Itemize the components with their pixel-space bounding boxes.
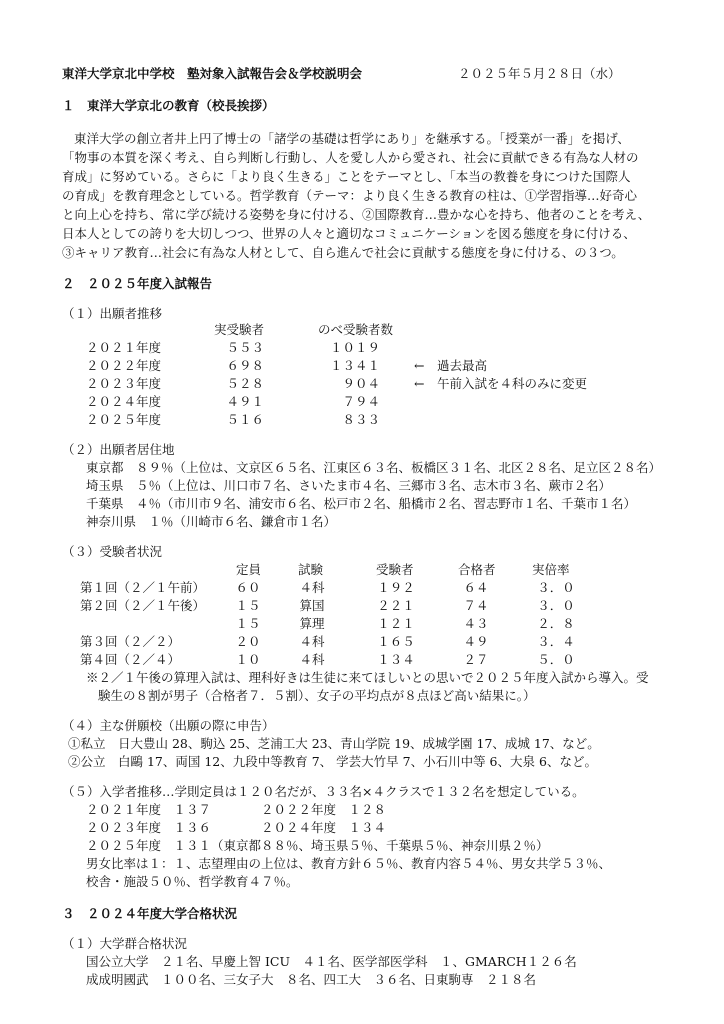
applicants-year: ２０２１年度	[86, 340, 162, 355]
status-passed: ４３	[463, 616, 489, 631]
status-header-passed: 合格者	[458, 562, 496, 577]
status-header-exam: 試験	[298, 562, 324, 577]
status-exam: 算国	[299, 598, 325, 613]
status-capacity: ６０	[235, 580, 261, 595]
applicants-total: ８３３	[342, 412, 380, 427]
applicants-col-actual: 実受験者	[214, 322, 265, 337]
residence-label: （２）出願者居住地	[62, 442, 175, 457]
enrollment-line: ２０２３年度 １３６ ２０２４年度 １３４	[86, 820, 387, 835]
applicants-note: ← 午前入試を４科のみに変更	[414, 376, 587, 391]
status-passed: ６４	[463, 580, 489, 595]
section-3-heading: ３ ２０２４年度大学合格状況	[62, 906, 238, 921]
status-note: ※２／１午後の算理入試は、理科好きは生徒に来てほしいとの思いで２０２５年度入試から導入。受	[86, 670, 649, 685]
applicants-note: ← 過去最高	[414, 358, 487, 373]
combined-schools-private: ①私立 日大豊山 28、駒込 25、芝浦工大 23、青山学院 19、成城学園 17、成城 17、など。	[68, 736, 600, 751]
status-passed: ２７	[463, 652, 489, 667]
enrollment-label: （５）入学者推移…学則定員は１２０名だが、３３名×４クラスで１３２名を想定している。	[62, 784, 585, 799]
status-exam: ４科	[299, 652, 325, 667]
university-results-line: 成成明國武 １００名、三女子大 ８名、四工大 ３６名、日東駒専 ２１８名	[86, 972, 537, 987]
university-results-label: （１）大学群合格状況	[62, 936, 188, 951]
status-passed: ４９	[463, 634, 489, 649]
enrollment-line: 校舎・施設５０％、哲学教育４７％。	[86, 874, 299, 889]
applicants-total: ７９４	[342, 394, 380, 409]
status-round: 第４回（２／４）	[80, 652, 181, 667]
applicants-actual: ４９１	[226, 394, 264, 409]
status-round: 第１回（２／１午前）	[80, 580, 206, 595]
applicants-actual: ５５３	[226, 340, 264, 355]
enrollment-line: ２０２５年度 １３１（東京都８８％、埼玉県５％、千葉県５％、神奈川県２％）	[86, 838, 549, 853]
status-capacity: ２０	[235, 634, 261, 649]
status-label: （３）受験者状況	[62, 544, 163, 559]
status-ratio: ３．０	[537, 598, 575, 613]
status-takers: １９２	[377, 580, 415, 595]
status-header-takers: 受験者	[376, 562, 414, 577]
status-ratio: ３．０	[537, 580, 575, 595]
applicants-year: ２０２４年度	[86, 394, 162, 409]
applicants-year: ２０２２年度	[86, 358, 162, 373]
section-1-paragraph-line: 育成」に努めている。さらに「より良く生きる」ことをテーマとし、「本当の教養を身につけた国際人	[62, 169, 631, 184]
document-date: ２０２５年５月２８日（水）	[458, 66, 621, 81]
document-title: 東洋大学京北中学校 塾対象入試報告会＆学校説明会	[62, 66, 363, 81]
applicants-actual: ５１６	[226, 412, 264, 427]
status-ratio: ３．４	[537, 634, 575, 649]
section-1-paragraph-line: 「物事の本質を深く考え、自ら判断し行動し、人を愛し人から愛され、社会に貢献できる有為な人材の	[62, 150, 639, 165]
combined-schools-public: ②公立 白鷗 17、両国 12、九段中等教育 7、 学芸大竹早 7、小石川中等 6、大泉 6、など。	[68, 754, 597, 769]
section-1-heading: １ 東洋大学京北の教育（校長挨拶）	[62, 98, 275, 113]
section-1-paragraph-line: の育成」を教育理念としている。哲学教育（テーマ：より良く生きる教育の柱は、①学習指導…好奇心	[62, 188, 638, 203]
section-1-paragraph-line: ③キャリア教育…社会に有為な人材として、自ら進んで社会に貢献する態度を身に付ける、の３つ。	[62, 245, 624, 260]
applicants-total: １０１９	[329, 340, 380, 355]
status-header-ratio: 実倍率	[532, 562, 570, 577]
status-ratio: ２．８	[537, 616, 575, 631]
status-round: 第２回（２／１午後）	[80, 598, 206, 613]
status-capacity: １５	[235, 616, 261, 631]
enrollment-line: 男女比率は１：１、志望理由の上位は、教育方針６５％、教育内容５４％、男女共学５３％、	[86, 856, 612, 871]
status-exam: ４科	[299, 634, 325, 649]
residence-line: 東京都 ８９％（上位は、文京区６５名、江東区６３名、板橋区３１名、北区２８名、足立区２８名）	[86, 460, 662, 475]
university-results-line: 国公立大学 ２１名、早慶上智 ICU ４１名、医学部医学科 １、GMARCH１２６名	[86, 954, 577, 969]
section-2-heading: ２ ２０２５年度入試報告	[62, 276, 213, 291]
status-round: 第３回（２／２）	[80, 634, 181, 649]
section-1-paragraph-line: と向上心を持ち、常に学び続ける姿勢を身に付ける、②国際教育…豊かな心を持ち、他者のことを考え、	[62, 207, 651, 222]
status-exam: ４科	[299, 580, 325, 595]
status-exam: 算理	[299, 616, 325, 631]
section-1-paragraph-line: 日本人としての誇りを大切しつつ、世界の人々と適切なコミュニケーションを図る態度を身に付ける、	[62, 226, 636, 241]
applicants-total: １３４１	[329, 358, 380, 373]
status-capacity: １０	[235, 652, 261, 667]
applicants-col-total: のべ受験者数	[318, 322, 394, 337]
applicants-total: ９０４	[342, 376, 380, 391]
applicants-actual: ６９８	[226, 358, 264, 373]
status-header-capacity: 定員	[236, 562, 262, 577]
residence-line: 埼玉県 ５％（上位は、川口市７名、さいたま市４名、三郷市３名、志木市３名、蕨市２名）	[86, 478, 612, 493]
combined-schools-label: （４）主な併願校（出願の際に申告）	[62, 718, 275, 733]
residence-line: 千葉県 ４％（市川市９名、浦安市６名、松戸市２名、船橋市２名、習志野市１名、千葉市１名）	[86, 496, 637, 511]
status-note: 験生の８割が男子（合格者７．５割）、女子の平均点が８点ほど高い結果に。）	[98, 688, 536, 703]
applicants-year: ２０２５年度	[86, 412, 162, 427]
status-takers: １２１	[377, 616, 415, 631]
section-1-paragraph-line: 東洋大学の創立者井上円了博士の「諸学の基礎は哲学にあり」を継承する。「授業が一番」を掲げ、	[74, 131, 630, 146]
applicants-year: ２０２３年度	[86, 376, 162, 391]
applicants-actual: ５２８	[226, 376, 264, 391]
status-passed: ７４	[463, 598, 489, 613]
status-ratio: ５．０	[537, 652, 575, 667]
status-takers: ２２１	[377, 598, 415, 613]
status-takers: １３４	[377, 652, 415, 667]
enrollment-line: ２０２１年度 １３７ ２０２２年度 １２８	[86, 802, 387, 817]
residence-line: 神奈川県 １％（川崎市６名、鎌倉市１名）	[86, 514, 337, 529]
status-takers: １６５	[377, 634, 415, 649]
applicants-label: （１）出願者推移	[62, 306, 163, 321]
status-capacity: １５	[235, 598, 261, 613]
